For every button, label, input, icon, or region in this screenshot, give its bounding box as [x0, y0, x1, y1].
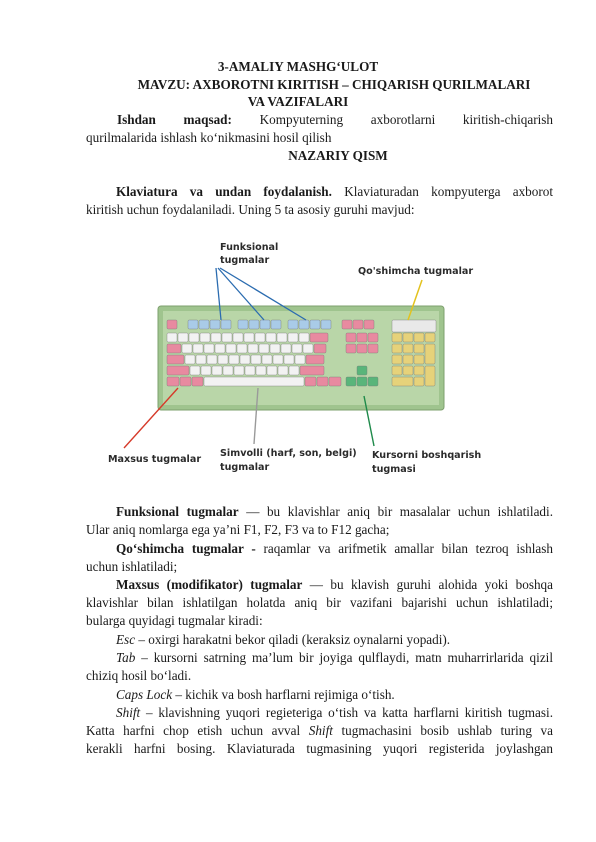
main-key: [306, 355, 324, 364]
main-key: [167, 333, 177, 342]
main-key: [289, 366, 299, 375]
system-key: [342, 320, 352, 329]
numpad-key: [392, 333, 402, 342]
system-key: [364, 320, 374, 329]
main-key: [185, 355, 195, 364]
intro-line-1: [116, 184, 553, 200]
esc-key: Esc: [116, 632, 136, 647]
menu-key: [317, 377, 328, 386]
numpad-key: [414, 344, 424, 353]
main-key: [256, 366, 266, 375]
main-key: [251, 355, 261, 364]
shift-line-2: [86, 723, 553, 739]
p2-text: raqamlar va arifmetik amallar bilan tezroq ishlash: [263, 541, 553, 556]
title-line-2: MAVZU: AXBOROTNI KIRITISH – CHIQARISH QURILMALARI: [137, 77, 531, 92]
alt-key: [192, 377, 203, 386]
numpad-key: [392, 355, 402, 364]
numpad-key: [403, 366, 413, 375]
numpad-key: [392, 344, 402, 353]
main-key: [201, 366, 211, 375]
section-title: NAZARIY QISM: [288, 148, 388, 163]
shift-line-1: [116, 705, 553, 721]
intro-bold: Klaviatura va undan foydalanish.: [116, 184, 332, 199]
keyboard-diagram: [96, 236, 496, 484]
simvolli-label-1: Simvolli (harf, son, belgi): [220, 448, 357, 459]
p3-line-3: bularga quyidagi tugmalar kiradi:: [86, 613, 263, 628]
main-key: [207, 355, 217, 364]
indicator-panel: [392, 320, 436, 332]
main-key: [273, 355, 283, 364]
numpad-key: [414, 377, 424, 386]
p3-line-1: [116, 577, 553, 593]
numpad-key: [425, 333, 435, 342]
nav-key: [357, 333, 367, 342]
main-key: [295, 355, 305, 364]
numpad-key: [414, 333, 424, 342]
function-key: [288, 320, 298, 329]
caps-key: Caps Lock: [116, 687, 173, 702]
intro-line-2: kiritish uchun foydalaniladi. Uning 5 ta asosiy guruhi mavjud:: [86, 202, 415, 217]
main-key: [278, 366, 288, 375]
main-key: [292, 344, 302, 353]
arrow-right-key: [368, 377, 378, 386]
main-key: [233, 333, 243, 342]
main-key: [190, 366, 200, 375]
main-key: [248, 344, 258, 353]
maxsus-label: Maxsus tugmalar: [108, 454, 202, 465]
numpad-key: [403, 344, 413, 353]
purpose-line-1: [117, 112, 553, 128]
nav-key: [346, 344, 356, 353]
main-key: [196, 355, 206, 364]
function-key: [310, 320, 320, 329]
funksional-label-1: Funksional: [220, 242, 279, 253]
caps-line: [116, 687, 553, 703]
main-key: [167, 344, 181, 353]
main-key: [288, 333, 298, 342]
qoshimcha-label: Qo'shimcha tugmalar: [358, 266, 474, 277]
simvolli-label-2: tugmalar: [220, 462, 270, 473]
kursor-label-1: Kursorni boshqarish: [372, 450, 482, 461]
main-key: [277, 333, 287, 342]
p2-bold: Qo‘shimcha tugmalar -: [116, 541, 256, 556]
main-key: [167, 366, 189, 375]
function-key: [188, 320, 198, 329]
main-key: [240, 355, 250, 364]
main-key: [234, 366, 244, 375]
main-key: [189, 333, 199, 342]
function-key: [271, 320, 281, 329]
p1-bold: Funksional tugmalar: [116, 504, 239, 519]
purpose-text: Kompyuterning axborotlarni kiritish-chiqarish: [259, 112, 554, 127]
numpad-key: [392, 377, 413, 386]
caps-text: – kichik va bosh harflarni rejimiga o‘tish.: [175, 687, 395, 702]
main-key: [267, 366, 277, 375]
title-line-1: 3-AMALIY MASHG‘ULOT: [217, 59, 379, 74]
p2-line-2: uchun ishlatiladi;: [86, 559, 178, 574]
esc-key-shape: [167, 320, 177, 329]
function-key: [238, 320, 248, 329]
function-key: [249, 320, 259, 329]
main-key: [193, 344, 203, 353]
p3-line-2: klavishlar bilan ishlatilgan holatda aniq bir vazifani bajarishi uchun ishlatiladi;: [86, 595, 553, 610]
main-key: [255, 333, 265, 342]
main-key: [244, 333, 254, 342]
space-key: [204, 377, 304, 386]
title-line-3: VA VAZIFALARI: [247, 94, 349, 109]
shift-text-2b: tugmachasini bosib ushlab turing va: [341, 723, 553, 738]
numpad-key: [392, 366, 402, 375]
main-key: [314, 344, 326, 353]
intro-text: Klaviaturadan kompyuterga axborot: [344, 184, 554, 199]
function-key: [321, 320, 331, 329]
main-key: [204, 344, 214, 353]
shift-key: Shift: [116, 705, 141, 720]
main-key: [212, 366, 222, 375]
main-key: [178, 333, 188, 342]
p1-line-2: Ular aniq nomlarga ega ya’ni F1, F2, F3 va to F12 gacha;: [86, 522, 390, 537]
main-key: [281, 344, 291, 353]
ctrl-key: [167, 377, 179, 386]
main-key: [218, 355, 228, 364]
main-key: [299, 333, 309, 342]
funksional-label-2: tugmalar: [220, 255, 270, 266]
numpad-key: [425, 344, 435, 364]
main-key: [226, 344, 236, 353]
kursor-label-2: tugmasi: [372, 464, 416, 475]
main-key: [310, 333, 328, 342]
function-key: [210, 320, 220, 329]
numpad-key: [414, 355, 424, 364]
numpad-key: [403, 355, 413, 364]
tab-line-2: chiziq hosil bo‘ladi.: [86, 668, 192, 683]
tab-line-1: [116, 650, 553, 666]
nav-key: [368, 333, 378, 342]
system-key: [353, 320, 363, 329]
numpad-key: [425, 366, 435, 386]
purpose-label: Ishdan maqsad:: [117, 112, 232, 127]
function-key: [260, 320, 270, 329]
p3-bold: Maxsus (modifikator) tugmalar: [116, 577, 303, 592]
main-key: [262, 355, 272, 364]
arrow-up-key: [357, 366, 367, 375]
arrow-down-key: [357, 377, 367, 386]
main-key: [259, 344, 269, 353]
main-key: [223, 366, 233, 375]
p1-text: — bu klavishlar aniq bir masalalar uchun ishlatiladi.: [246, 504, 553, 519]
win-key: [180, 377, 191, 386]
numpad-key: [403, 333, 413, 342]
altgr-key: [305, 377, 316, 386]
shift-key-2: Shift: [308, 723, 333, 738]
maxsus-arrow: [124, 388, 178, 448]
main-key: [215, 344, 225, 353]
p3-text: — bu klavish guruhi alohida yoki boshqa: [309, 577, 553, 592]
arrow-left-key: [346, 377, 356, 386]
main-key: [237, 344, 247, 353]
esc-text: – oxirgi harakatni bekor qiladi (keraksiz oynalarni yopadi).: [138, 632, 451, 647]
esc-line: [116, 632, 553, 648]
nav-key: [357, 344, 367, 353]
main-key: [222, 333, 232, 342]
main-key: [245, 366, 255, 375]
function-key: [199, 320, 209, 329]
function-key: [221, 320, 231, 329]
tab-key: Tab: [116, 650, 136, 665]
shift-line-3: kerakli harfni bosing. Klaviaturada tugmasining yuqori registerida joylashgan: [86, 741, 553, 756]
main-key: [229, 355, 239, 364]
nav-key: [346, 333, 356, 342]
shift-text: – klavishning yuqori regieteriga o‘tish va katta harflarni kiritish tugmasi.: [145, 705, 553, 720]
shift-text-2a: Katta harfni chop etish uchun avval: [86, 723, 301, 738]
main-key: [266, 333, 276, 342]
tab-text: – kursorni satrning ma’lum bir joyiga qulflaydi, matn muharrirlarida qizil: [141, 650, 553, 665]
main-key: [284, 355, 294, 364]
main-key: [303, 344, 313, 353]
main-key: [211, 333, 221, 342]
purpose-line-2: qurilmalarida ishlash ko‘nikmasini hosil qilish: [86, 130, 332, 145]
p2-line-1: [116, 541, 553, 557]
main-key: [270, 344, 280, 353]
nav-key: [368, 344, 378, 353]
function-key: [299, 320, 309, 329]
ctrl-right-key: [329, 377, 341, 386]
numpad-key: [414, 366, 424, 375]
main-key: [200, 333, 210, 342]
p1-line-1: [116, 504, 553, 520]
main-key: [167, 355, 184, 364]
main-key: [182, 344, 192, 353]
main-key: [300, 366, 324, 375]
